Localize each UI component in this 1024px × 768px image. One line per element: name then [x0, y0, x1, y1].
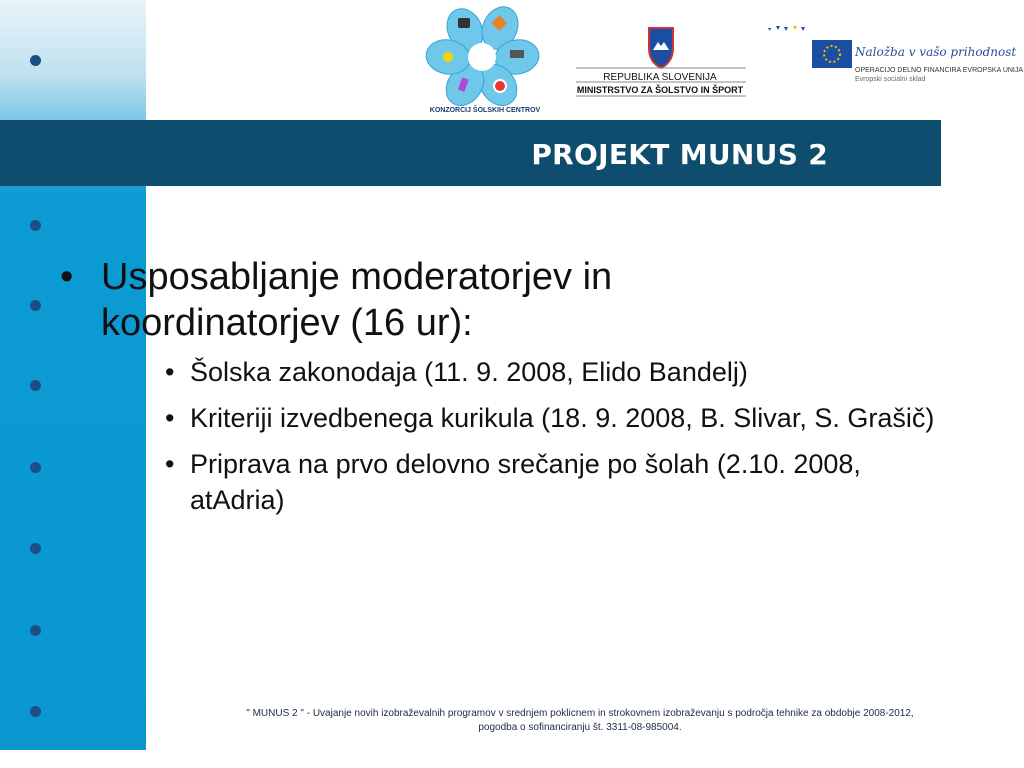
bullet-marker: • [165, 357, 175, 387]
stripe-dot [30, 625, 41, 636]
main-bullet [60, 254, 781, 346]
ministry-line-2: MINISTRSTVO ZA ŠOLSTVO IN ŠPORT [576, 85, 744, 95]
stripe-dot [30, 380, 41, 391]
footer-note [200, 707, 960, 735]
sub-bullet [165, 354, 960, 390]
sub-bullet-list [165, 354, 960, 518]
ministry-line-1: REPUBLIKA SLOVENIJA [603, 72, 717, 83]
munus-logo-caption: KONZORCIJ ŠOLSKIH CENTROV [429, 107, 541, 114]
sub-bullet-text: Šolska zakonodaja (11. 9. 2008, Elido Bandelj) [190, 357, 748, 387]
slide-title: PROJEKT MUNUS 2 [531, 138, 828, 171]
bullet-marker: • [165, 403, 175, 433]
main-bullet-text: Usposabljanje moderatorjev in koordinatorjev (16 ur): [101, 256, 613, 344]
sub-bullet-text: Kriteriji izvedbenega kurikula (18. 9. 2008, B. Slivar, S. Grašič) [190, 403, 935, 433]
stripe-dot [30, 543, 41, 554]
footer-line-2: pogodba o sofinanciranju št. 3311-08-985004. [478, 722, 682, 733]
sub-bullet [165, 400, 960, 436]
eu-funding-note: OPERACIJO DELNO FINANCIRA EVROPSKA UNIJA [855, 67, 1024, 74]
munus-consortium-logo [420, 0, 550, 120]
footer-line-1: " MUNUS 2 " - Uvajanje novih izobraževalnih programov v srednjem poklicnem in strokovnem izobraževanju s področja tehnike za obdobje 2008-2012, [246, 708, 914, 719]
bullet-marker: • [165, 449, 175, 479]
stripe-dot [30, 300, 41, 311]
eu-fund-name: Evropski socialni sklad [855, 76, 926, 83]
stripe-dot [30, 706, 41, 717]
stripe-dot [30, 462, 41, 473]
stripe-dot [30, 220, 41, 231]
sub-bullet-text: Priprava na prvo delovno srečanje po šolah (2.10. 2008, atAdria) [190, 449, 861, 515]
eu-flag-logo [762, 22, 862, 72]
slide-content [60, 254, 960, 528]
stripe-dot [30, 55, 41, 66]
eu-slogan: Naložba v vašo prihodnost [855, 45, 1017, 59]
bullet-marker: • [60, 256, 74, 298]
sub-bullet [165, 446, 960, 518]
